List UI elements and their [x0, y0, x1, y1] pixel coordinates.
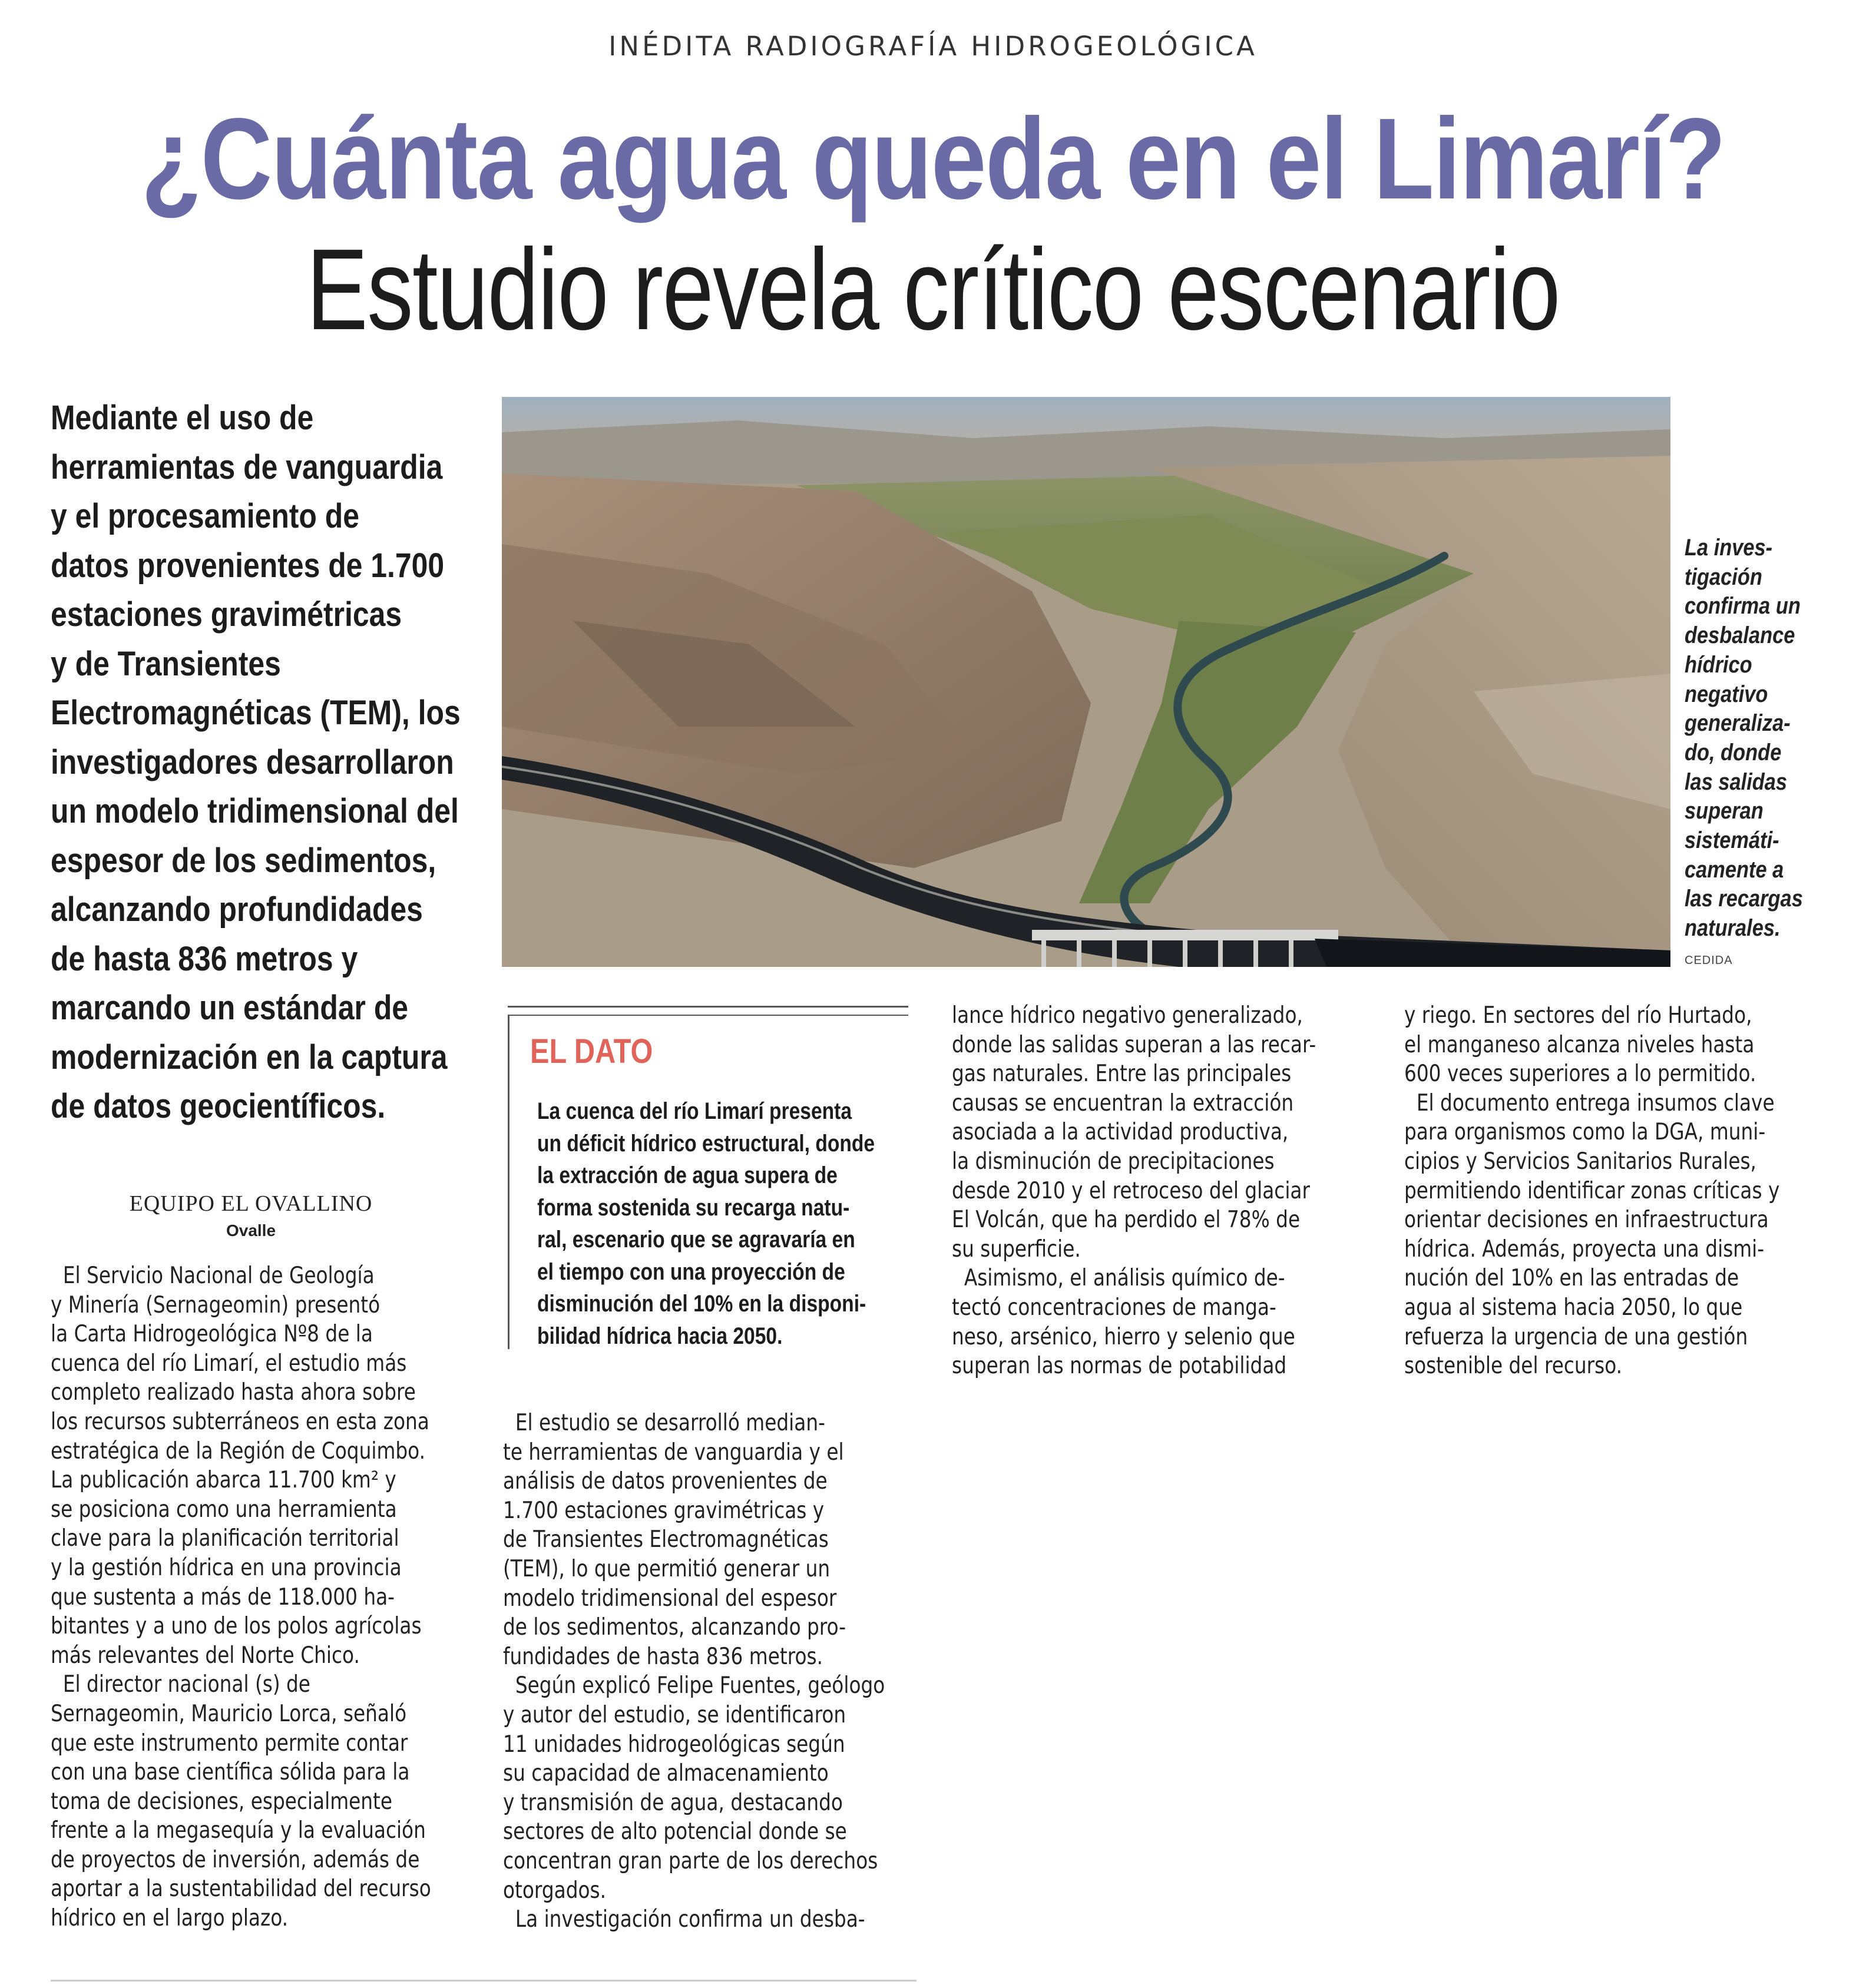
body-line: El estudio se desarrolló median- — [503, 1410, 825, 1436]
body-line: modelo tridimensional del espesor — [503, 1585, 837, 1612]
body-line: La investigación confirma un desba- — [503, 1906, 865, 1933]
body-line: 600 veces superiores a lo permitido. — [1404, 1061, 1756, 1088]
body-line: cipios y Servicios Sanitarios Rurales, — [1404, 1148, 1756, 1175]
body-column-1 — [51, 1261, 431, 1933]
subheadline: Estudio revela crítico escenario — [306, 225, 1560, 354]
photo-caption — [1685, 534, 1821, 943]
caption-line: tigación — [1685, 564, 1762, 590]
body-line: toma de decisiones, especialmente — [51, 1788, 393, 1815]
body-line: otorgados. — [503, 1877, 607, 1904]
dato-line: el tiempo con una proyección de — [537, 1258, 845, 1285]
body-line: desde 2010 y el retroceso del glaciar — [952, 1177, 1310, 1204]
body-line: refuerza la urgencia de una gestión — [1404, 1323, 1748, 1350]
lead-line: y de Transientes — [51, 644, 281, 683]
body-line: cuenca del río Limarí, el estudio más — [51, 1350, 407, 1377]
body-line: frente a la megasequía y la evaluación — [51, 1817, 426, 1844]
lead-line: y el procesamiento de — [51, 497, 359, 535]
lead-line: Electromagnéticas (TEM), los — [51, 694, 461, 732]
body-line: causas se encuentran la extracción — [952, 1089, 1294, 1116]
lead-line: marcando un estándar de — [51, 989, 409, 1027]
caption-line: confirma un — [1685, 593, 1801, 619]
body-line: El Servicio Nacional de Geología — [51, 1263, 375, 1289]
body-line: con una base científica sólida para la — [51, 1759, 410, 1786]
body-line: de Transientes Electromagnéticas — [503, 1526, 829, 1553]
lead-line: espesor de los sedimentos, — [51, 841, 436, 880]
body-line: agua al sistema hacia 2050, lo que — [1404, 1294, 1743, 1321]
body-line: estratégica de la Región de Coquimbo. — [51, 1437, 426, 1465]
body-line: que sustenta a más de 118.000 ha- — [51, 1583, 395, 1611]
aerial-photo-limari-valley — [502, 397, 1670, 967]
body-line: sectores de alto potencial donde se — [503, 1818, 847, 1845]
caption-line: negativo — [1685, 681, 1768, 707]
byline-place: Ovalle — [226, 1221, 276, 1240]
body-line: la disminución de precipitaciones — [952, 1148, 1275, 1175]
body-line: 1.700 estaciones gravimétricas y — [503, 1497, 825, 1524]
body-line: tectó concentraciones de manga- — [952, 1294, 1276, 1321]
body-line: hídrica. Además, proyecta una dismi- — [1404, 1235, 1765, 1263]
dato-line: un déficit hídrico estructural, donde — [537, 1130, 875, 1157]
caption-line: las salidas — [1685, 768, 1788, 795]
body-line: los recursos subterráneos en esta zona — [51, 1408, 429, 1435]
lead-line: modernización en la captura — [51, 1038, 448, 1076]
body-line: sostenible del recurso. — [1404, 1353, 1623, 1380]
body-line: lance hídrico negativo generalizado, — [952, 1002, 1303, 1029]
body-line: la Carta Hidrogeológica Nº8 de la — [51, 1321, 373, 1348]
body-line: nución del 10% en las entradas de — [1404, 1265, 1739, 1292]
el-dato-text — [537, 1095, 875, 1352]
bottom-divider — [51, 1980, 917, 1982]
body-line: completo realizado hasta ahora sobre — [51, 1379, 416, 1406]
body-line: y la gestión hídrica en una provincia — [51, 1554, 402, 1581]
body-column-2 — [503, 1409, 885, 1934]
body-line: hídrico en el largo plazo. — [51, 1905, 289, 1932]
body-line: (TEM), lo que permitió generar un — [503, 1555, 831, 1582]
byline-author: EQUIPO EL OVALLINO — [129, 1191, 373, 1216]
body-line: que este instrumento permite contar — [51, 1729, 408, 1757]
body-line: y autor del estudio, se identificaron — [503, 1701, 846, 1728]
caption-line: sistemáti- — [1685, 827, 1779, 854]
dato-line: la extracción de agua supera de — [537, 1162, 838, 1188]
body-line: superan las normas de potabilidad — [952, 1353, 1287, 1380]
body-line: 11 unidades hidrogeológicas según — [503, 1731, 845, 1758]
body-line: bitantes y a uno de los polos agrícolas — [51, 1613, 422, 1640]
lead-line: de hasta 836 metros y — [51, 939, 358, 978]
body-line: su superficie. — [952, 1235, 1081, 1263]
body-line: de los sedimentos, alcanzando pro- — [503, 1614, 846, 1641]
lead-line: un modelo tridimensional del — [51, 792, 459, 830]
caption-line: camente a — [1685, 856, 1784, 883]
body-line: asociada a la actividad productiva, — [952, 1119, 1289, 1146]
lead-line: alcanzando profundidades — [51, 890, 423, 929]
lead-line: Mediante el uso de — [51, 399, 314, 437]
body-line: orientar decisiones en infraestructura — [1404, 1207, 1769, 1234]
body-line: El director nacional (s) de — [51, 1671, 310, 1698]
body-line: concentran gran parte de los derechos — [503, 1847, 878, 1874]
dato-line: forma sostenida su recarga natu- — [537, 1194, 850, 1221]
body-line: el manganeso alcanza niveles hasta — [1404, 1031, 1755, 1058]
section-kicker: INÉDITA RADIOGRAFÍA HIDROGEOLÓGICA — [608, 31, 1258, 62]
caption-line: las recargas — [1685, 886, 1803, 912]
caption-line: generaliza- — [1685, 710, 1791, 737]
lead-line: investigadores desarrollaron — [51, 743, 454, 781]
dato-line: disminución del 10% en la disponi- — [537, 1291, 866, 1317]
lead-line: herramientas de vanguardia — [51, 448, 443, 486]
body-line: más relevantes del Norte Chico. — [51, 1642, 360, 1669]
caption-line: naturales. — [1685, 915, 1781, 942]
body-line: donde las salidas superan a las recar- — [952, 1031, 1316, 1058]
caption-line: superan — [1685, 798, 1764, 824]
body-line: análisis de datos provenientes de — [503, 1468, 828, 1495]
body-line: aportar a la sustentabilidad del recurso — [51, 1876, 431, 1903]
body-line: clave para la planificación territorial — [51, 1525, 399, 1552]
body-line: y transmisión de agua, destacando — [503, 1789, 843, 1816]
body-line: Asimismo, el análisis químico de- — [952, 1265, 1285, 1292]
body-line: te herramientas de vanguardia y el — [503, 1439, 844, 1466]
body-line: neso, arsénico, hierro y selenio que — [952, 1323, 1295, 1350]
lead-paragraph — [51, 393, 461, 1131]
dato-line: ral, escenario que se agravaría en — [537, 1227, 855, 1253]
body-line: para organismos como la DGA, muni- — [1404, 1119, 1766, 1146]
body-line: Sernageomin, Mauricio Lorca, señaló — [51, 1700, 407, 1727]
body-line: El documento entrega insumos clave — [1404, 1089, 1775, 1116]
lead-line: datos provenientes de 1.700 — [51, 546, 445, 585]
body-line: La publicación abarca 11.700 km² y — [51, 1467, 396, 1494]
caption-line: desbalance — [1685, 622, 1795, 649]
body-line: gas naturales. Entre las principales — [952, 1061, 1292, 1088]
dato-line: La cuenca del río Limarí presenta — [537, 1098, 852, 1124]
caption-line: La inves- — [1685, 535, 1773, 561]
photo-credit: CEDIDA — [1685, 954, 1733, 967]
body-column-4 — [1404, 1001, 1779, 1381]
lead-line: de datos geocientíficos. — [51, 1087, 386, 1125]
body-line: fundidades de hasta 836 metros. — [503, 1643, 823, 1670]
headline: ¿Cuánta agua queda en el Limarí? — [141, 94, 1725, 223]
body-column-3 — [952, 1001, 1316, 1381]
body-line: permitiendo identificar zonas críticas y — [1404, 1177, 1780, 1204]
dato-line: bilidad hídrica hacia 2050. — [537, 1323, 783, 1349]
caption-line: do, donde — [1685, 739, 1782, 766]
el-dato-title: EL DATO — [530, 1032, 653, 1071]
body-line: se posiciona como una herramienta — [51, 1496, 397, 1523]
body-line: Según explicó Felipe Fuentes, geólogo — [503, 1672, 885, 1699]
body-line: su capacidad de almacenamiento — [503, 1760, 829, 1787]
body-line: El Volcán, que ha perdido el 78% de — [952, 1207, 1301, 1234]
lead-line: estaciones gravimétricas — [51, 595, 402, 634]
body-line: y Minería (Sernageomin) presentó — [51, 1291, 381, 1318]
body-line: de proyectos de inversión, además de — [51, 1846, 420, 1873]
body-line: y riego. En sectores del río Hurtado, — [1404, 1002, 1752, 1029]
caption-line: hídrico — [1685, 651, 1752, 678]
